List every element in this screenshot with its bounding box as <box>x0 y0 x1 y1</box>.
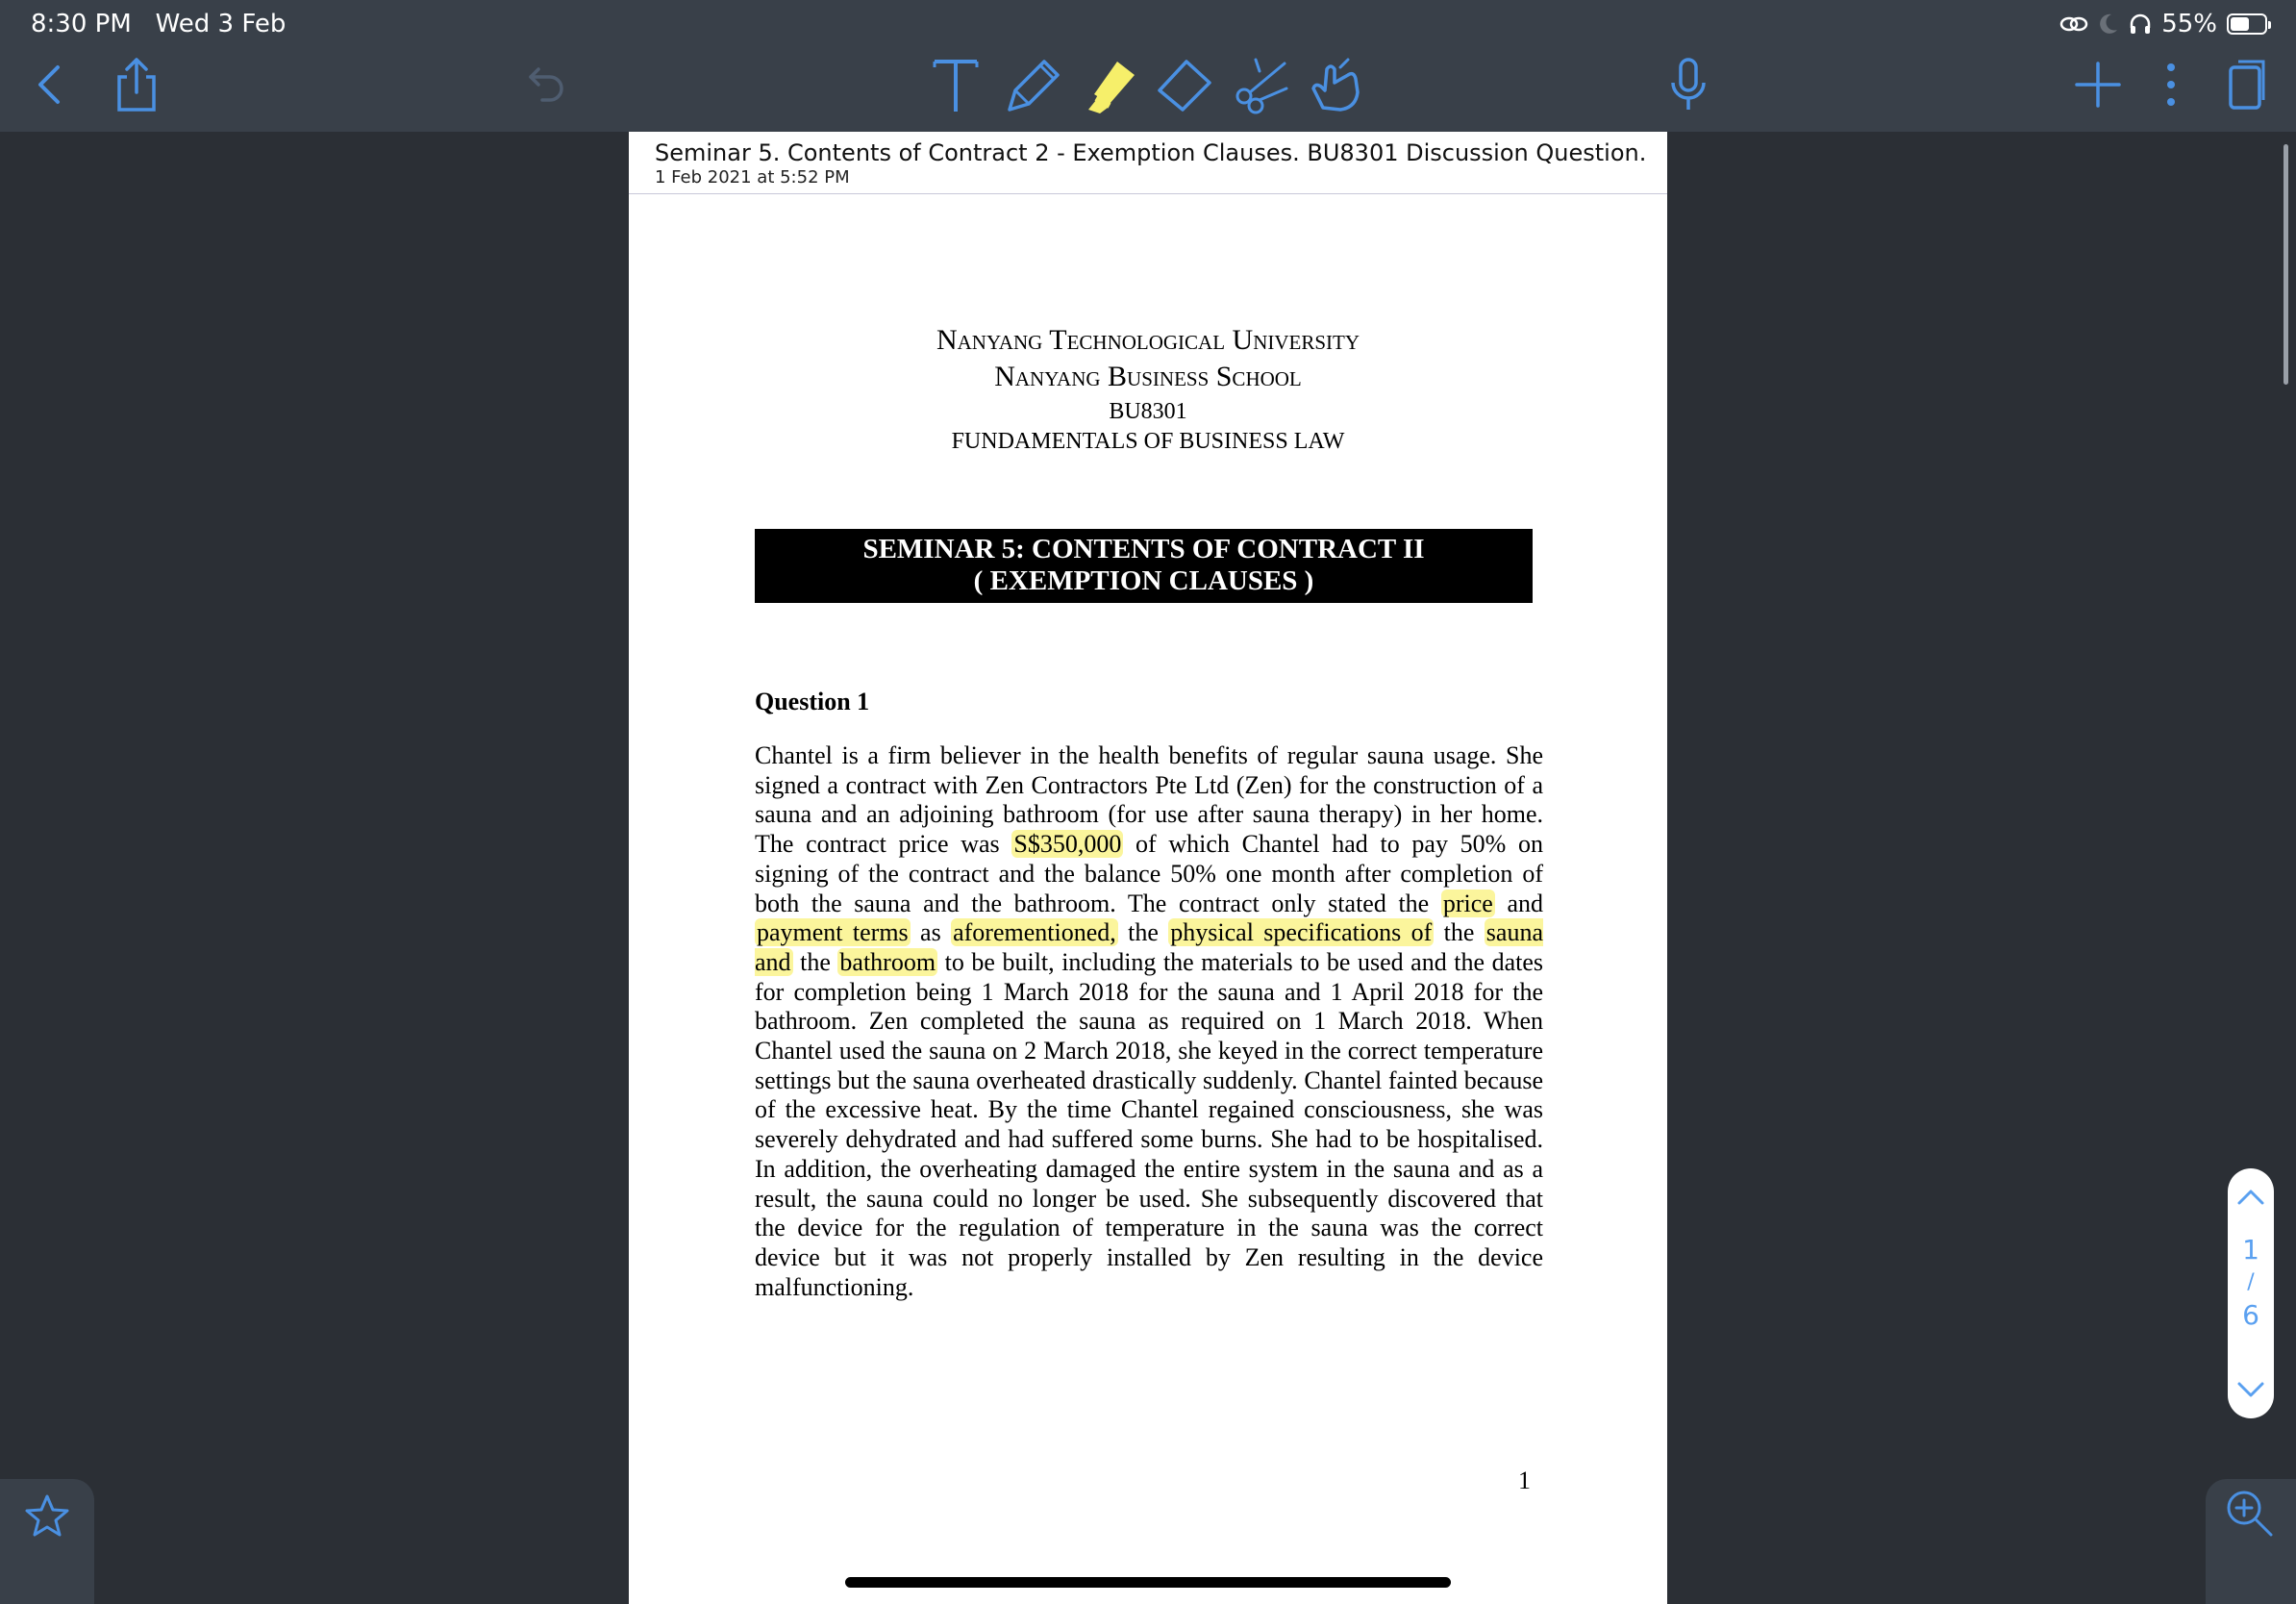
document-title: Seminar 5. Contents of Contract 2 - Exemption Clauses. BU8301 Discussion Question. <box>655 139 1647 166</box>
body-text: and <box>1494 889 1543 917</box>
page-indicator <box>2242 1234 2259 1332</box>
pages-icon[interactable] <box>2215 54 2277 115</box>
chevron-down-icon[interactable] <box>2232 1370 2270 1409</box>
page-separator: / <box>2247 1270 2255 1294</box>
microphone-icon[interactable] <box>1658 54 1719 115</box>
page-navigator <box>2228 1168 2274 1418</box>
share-icon[interactable] <box>106 54 167 115</box>
pen-icon[interactable] <box>1002 54 1063 115</box>
battery-percent: 55% <box>2161 10 2217 38</box>
link-icon <box>2059 13 2088 35</box>
question-body <box>755 741 1543 1302</box>
highlighted-text: bathroom <box>839 947 936 976</box>
undo-icon[interactable] <box>513 54 575 115</box>
hand-icon[interactable] <box>1306 54 1367 115</box>
highlighted-text: price <box>1442 889 1493 917</box>
home-indicator <box>845 1577 1451 1588</box>
highlighted-text: physical specifications of <box>1170 918 1433 947</box>
top-toolbar <box>0 0 2296 132</box>
body-text: the <box>1117 918 1169 947</box>
zoom-in-icon[interactable] <box>2223 1487 2277 1541</box>
page-number: 1 <box>1518 1466 1531 1494</box>
favorite-panel <box>0 1479 94 1604</box>
seminar-title: SEMINAR 5: CONTENTS OF CONTRACT II <box>862 534 1425 564</box>
highlighter-icon[interactable] <box>1079 54 1140 115</box>
total-pages: 6 <box>2242 1299 2259 1331</box>
highlighted-text: payment terms <box>757 918 909 947</box>
text-tool-icon[interactable] <box>925 54 986 115</box>
highlighted-text: aforementioned, <box>953 918 1116 947</box>
scissors-icon[interactable] <box>1231 54 1292 115</box>
battery-fill <box>2231 17 2249 31</box>
back-icon[interactable] <box>19 54 81 115</box>
body-text: the <box>1434 918 1485 947</box>
seminar-subtitle: ( EXEMPTION CLAUSES ) <box>973 565 1314 596</box>
body-text: of which Chantel had to pay 50% on signing of the contract and the balance 50% one month after completion of both the sauna and the bathroom. The contract only stated the <box>755 830 1544 917</box>
seminar-title-box <box>755 529 1533 603</box>
body-text: as <box>910 918 952 947</box>
more-icon[interactable] <box>2140 54 2202 115</box>
add-icon[interactable] <box>2067 54 2129 115</box>
status-time <box>31 10 286 38</box>
highlighted-text: S$350,000 <box>1013 830 1122 859</box>
document-header <box>629 132 1667 194</box>
document-date: 1 Feb 2021 at 5:52 PM <box>655 167 850 188</box>
status-indicators <box>2059 8 2267 40</box>
course-code: BU8301 <box>1109 399 1187 424</box>
highlighted-text: sauna and <box>755 918 1543 976</box>
date: Wed 3 Feb <box>155 10 287 38</box>
document-page[interactable] <box>629 132 1667 1604</box>
body-text: to be built, including the materials to be used and the dates for completion being 1 March 2018 for the sauna and 1 April 2018 for the bathroom. Zen completed the sauna as required on 1 March 2018. When Chantel used the sauna on 2 March 2018, she keyed in the correct temperature settings but the sauna overheated drastically suddenly. Chantel fainted because of the excessive heat. By the time Chantel regained consciousness, she was severely dehydrated and had suffered some burns. She had to be hospitalised. In addition, the overheating damaged the entire system in the sauna and as a result, the sauna could no longer be used. She subsequently discovered that the device for the regulation of temperature in the sauna was the correct device but it was not properly installed by Zen resulting in the device malfunctioning. <box>755 947 1544 1301</box>
battery-icon <box>2227 13 2267 35</box>
body-text: Chantel is a firm believer in the health benefits of regular sauna usage. She signed a contract with Zen Contractors Pte Ltd (Zen) for the construction of a sauna and an adjoining bathroom (for use after sauna therapy) in her home. The contract price was <box>755 741 1543 859</box>
question-heading: Question 1 <box>755 688 870 715</box>
body-text: the <box>792 947 838 976</box>
current-page: 1 <box>2242 1234 2259 1266</box>
clock: 8:30 PM <box>31 10 132 38</box>
chevron-up-icon[interactable] <box>2232 1178 2270 1216</box>
eraser-icon[interactable] <box>1154 54 1215 115</box>
star-icon[interactable] <box>23 1492 71 1541</box>
zoom-panel <box>2206 1479 2296 1604</box>
moon-icon <box>2098 13 2119 36</box>
school-name: Nanyang Business School <box>994 361 1302 392</box>
university-name: Nanyang Technological University <box>936 324 1360 356</box>
scrollbar[interactable] <box>2284 144 2288 385</box>
headphones-icon <box>2129 13 2152 36</box>
course-name: FUNDAMENTALS OF BUSINESS LAW <box>951 429 1345 454</box>
